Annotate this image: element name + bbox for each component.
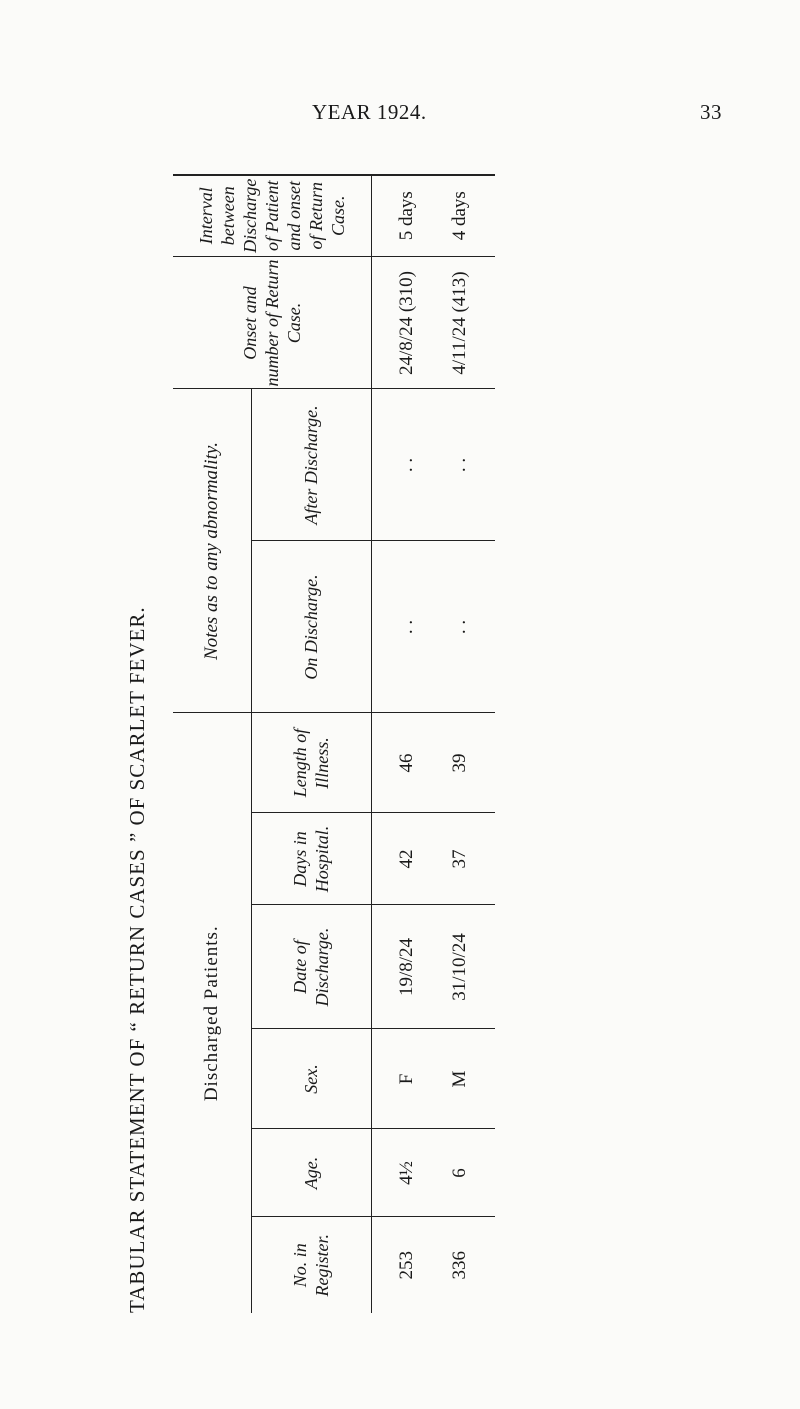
cell-sex: F — [371, 1029, 433, 1129]
cell-days-in-hospital: 42 — [371, 813, 433, 905]
table-row — [371, 175, 433, 1313]
table-right-rule — [173, 174, 495, 176]
col-header-on-discharge: On Discharge. — [251, 541, 371, 713]
rotated-table-wrapper — [125, 175, 495, 1313]
group-header-notes: Notes as to any abnormality. — [173, 389, 251, 713]
table-caption: TABULAR STATEMENT OF “ RETURN CASES ” OF SCARLET FEVER. — [125, 606, 149, 1313]
col-header-length-of-illness: Length of Illness. — [251, 713, 371, 813]
cell-after-discharge: . . — [433, 389, 495, 541]
table-row — [433, 175, 495, 1313]
cell-date-of-discharge: 19/8/24 — [371, 905, 433, 1029]
running-title: YEAR 1924. — [312, 100, 427, 124]
cell-on-discharge: . . — [433, 541, 495, 713]
cell-no-in-register: 253 — [395, 1251, 417, 1280]
cell-age: 4½ — [371, 1129, 433, 1217]
cell-date-of-discharge: 31/10/24 — [433, 905, 495, 1029]
cell-after-discharge: . . — [371, 389, 433, 541]
cell-length-of-illness: 39 — [433, 713, 495, 813]
col-header-after-discharge: After Discharge. — [251, 389, 371, 541]
cell-on-discharge: . . — [371, 541, 433, 713]
col-header-days-in-hospital: Days in Hospital. — [251, 813, 371, 905]
col-header-sex: Sex. — [251, 1029, 371, 1129]
col-header-onset-and-number: Onset and number of Return Case. — [173, 257, 371, 389]
cell-interval: 5 days — [371, 175, 433, 257]
group-header-discharged-patients: Discharged Patients. — [173, 713, 251, 1313]
page-header — [0, 100, 800, 132]
cell-length-of-illness: 46 — [371, 713, 433, 813]
page-number: 33 — [700, 100, 722, 124]
return-cases-table — [173, 175, 495, 1313]
col-header-interval: Interval between Discharge of Patient and onset of Return Case. — [173, 175, 371, 257]
cell-days-in-hospital: 37 — [433, 813, 495, 905]
col-header-date-of-discharge: Date of Discharge. — [251, 905, 371, 1029]
cell-onset-and-number: 24/8/24 (310) — [371, 257, 433, 389]
cell-interval: 4 days — [433, 175, 495, 257]
cell-sex: M — [433, 1029, 495, 1129]
col-header-age: Age. — [251, 1129, 371, 1217]
cell-age: 6 — [433, 1129, 495, 1217]
rotated-table — [125, 175, 495, 1313]
col-header-no-in-register: No. in Register. — [251, 1217, 371, 1313]
cell-onset-and-number: 4/11/24 (413) — [433, 257, 495, 389]
cell-no-in-register: 336 — [449, 1251, 471, 1280]
